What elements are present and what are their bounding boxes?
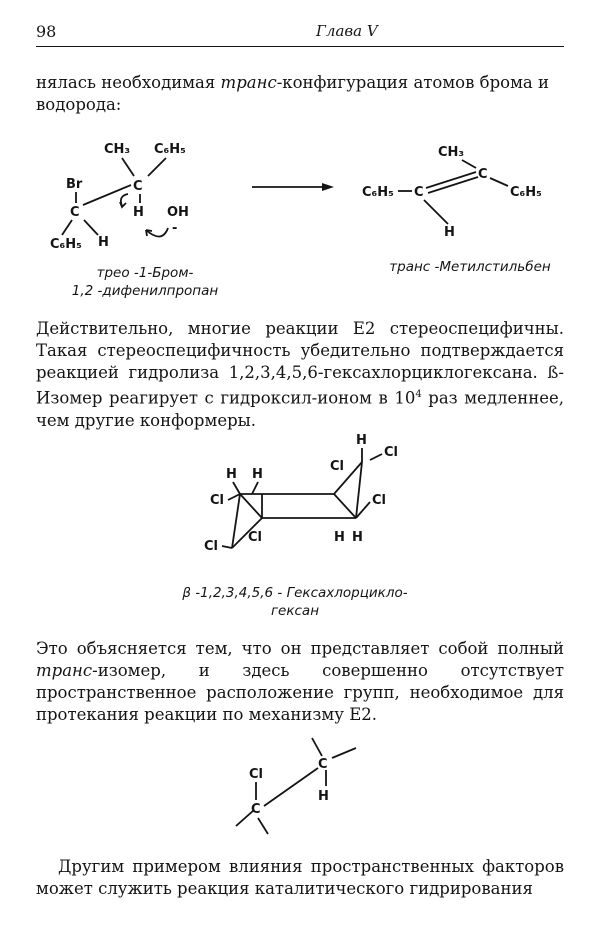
product-c-left: C: [414, 185, 424, 200]
chair-cl-4: Cl: [330, 459, 344, 474]
reactant-ch3: CH₃: [104, 142, 131, 157]
reactant-c6h5-bottom: C₆H₅: [50, 237, 82, 252]
product-ch3: CH₃: [438, 145, 465, 160]
product-c6h5-left: C₆H₅: [362, 185, 394, 200]
hydroxide: OH: [167, 205, 189, 220]
product-structure: [362, 145, 542, 240]
chair-h-top: H: [356, 433, 367, 448]
chair-cl-5: Cl: [372, 493, 386, 508]
dichloro-fragment: [236, 738, 356, 834]
p1-emphasis: транс: [220, 73, 277, 92]
reactant-c-lower: C: [70, 205, 80, 220]
p1-text-c: водорода:: [36, 95, 122, 114]
fragment-c-left: C: [251, 802, 261, 817]
chair-h-3: H: [334, 530, 345, 545]
hexachloro-caption-line2: гексан: [270, 603, 320, 619]
reactant-caption: [70, 264, 220, 300]
fragment-cl: Cl: [249, 767, 263, 782]
p2-text-end: раз медленнее, чем другие конформеры.: [36, 388, 564, 430]
reactant-h-lower: H: [98, 235, 109, 250]
chair-h-1: H: [226, 467, 237, 482]
electron-arrow-2: [146, 228, 168, 237]
chair-cl-top: Cl: [384, 445, 398, 460]
chair-h-2: H: [252, 467, 263, 482]
hexachlorocyclohexane-structure: [204, 433, 398, 554]
p2-superscript: 4: [415, 389, 422, 400]
chapter-title: Глава V: [316, 22, 378, 40]
chair-cl-3: Cl: [248, 530, 262, 545]
fragment-h: H: [318, 789, 329, 804]
reaction-arrow: [252, 183, 334, 191]
paragraph-2: [36, 318, 564, 432]
reactant-c-upper: C: [133, 179, 143, 194]
reactant-c6h5-top: C₆H₅: [154, 142, 186, 157]
product-c6h5-right: C₆H₅: [510, 185, 542, 200]
page-number: 98: [36, 22, 57, 41]
fragment-c-right: C: [318, 757, 328, 772]
chair-h-4: H: [352, 530, 363, 545]
p2-text: Действительно, многие реакции Е2 стереоспецифичны. Такая стереоспецифичность убедительно подтверждается реакцией гидролиза 1,2,3,4,5,6-гексахлорциклогексана. ß-Изомер реагирует с гидроксил-ионом в 10: [36, 319, 564, 408]
paragraph-3: [36, 638, 564, 726]
reactant-structure: [50, 142, 189, 252]
p1-text-b: -конфигурация атомов брома и: [276, 73, 549, 92]
p3-text-a: Это объясняется тем, что он представляет собой полный: [36, 639, 564, 658]
reactant-caption-line2: 1,2 -дифенилпропан: [71, 283, 219, 299]
chair-cl-2: Cl: [204, 539, 218, 554]
reactant-br: Br: [66, 177, 83, 192]
product-caption: транс -Метилстильбен: [389, 259, 551, 275]
hydroxide-charge: -: [172, 221, 178, 236]
chair-cl-1: Cl: [210, 493, 224, 508]
reactant-caption-line1: трео -1-Бром-: [96, 265, 194, 281]
hexachloro-caption: [160, 584, 430, 620]
product-c-right: C: [478, 167, 488, 182]
hexachloro-caption-line1: β -1,2,3,4,5,6 - Гексахлорцикло-: [182, 585, 408, 601]
reactant-h-upper: H: [133, 205, 144, 220]
product-h: H: [444, 225, 455, 240]
p1-text-a: нялась необходимая: [36, 73, 221, 92]
p3-text-b: -изомер, и здесь совершенно отсутствует пространственное расположение групп, необходимое для протекания реакции по механизму Е2.: [36, 661, 564, 724]
paragraph-4: Другим примером влияния пространственных факторов может служить реакция каталитического гидрирования: [36, 857, 564, 898]
p3-emphasis: транс: [36, 661, 93, 680]
